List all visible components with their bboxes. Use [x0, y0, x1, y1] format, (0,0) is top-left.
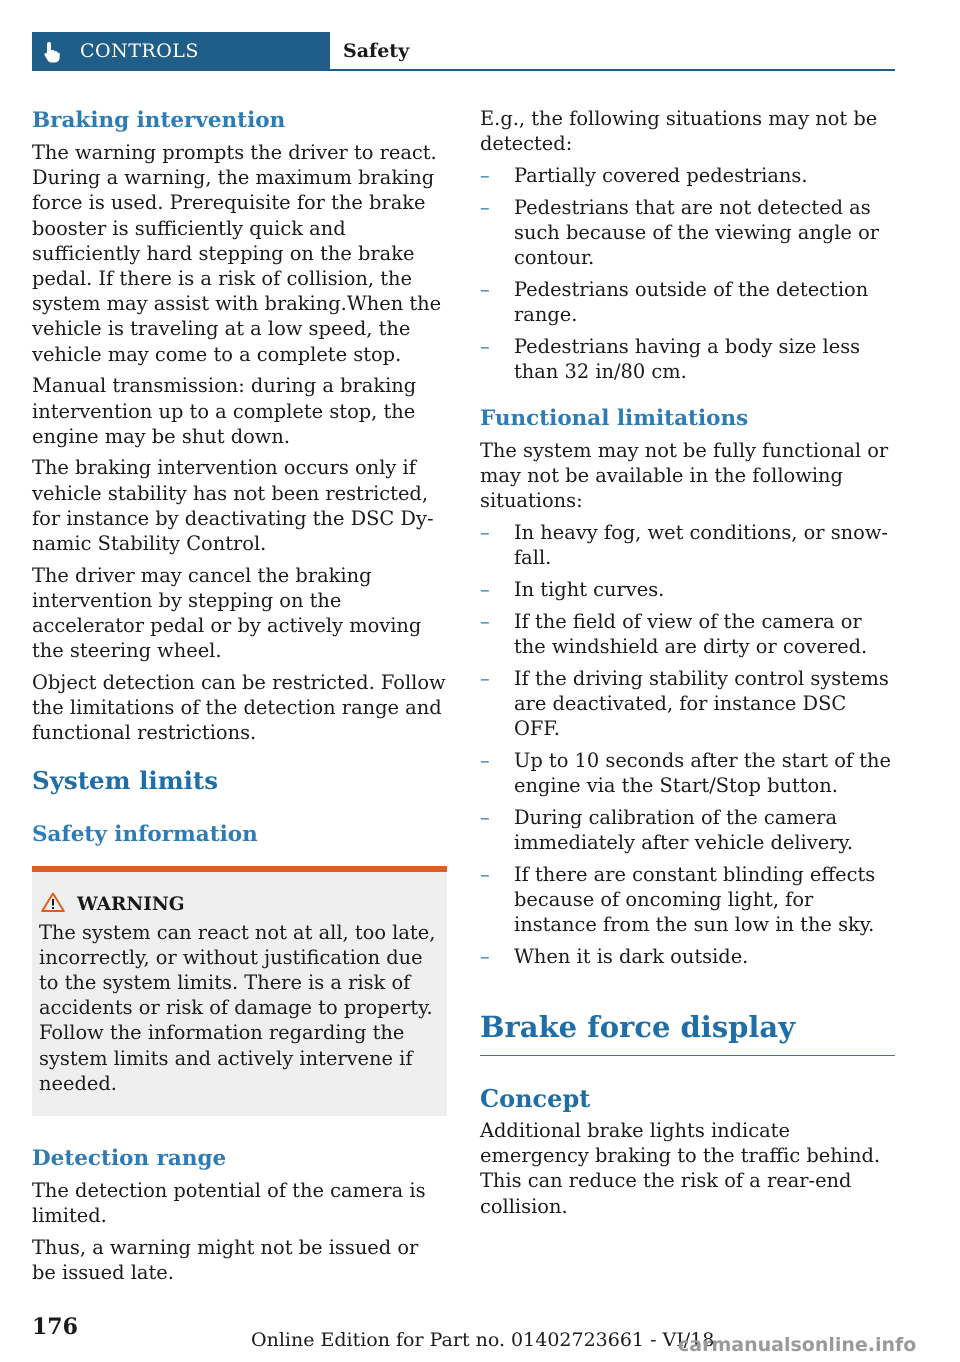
list-item-text: During calibration of the camera immediately after vehicle delivery.	[514, 805, 854, 854]
dash-bullet: –	[480, 666, 490, 690]
concept-paragraph: Additional brake lights indicate emergency braking to the traffic behind. This can reduce the risk of a rear-end collision.	[480, 1118, 881, 1218]
page-header	[32, 32, 895, 71]
right-column	[480, 106, 895, 1225]
list-item-text: Partially covered pedestrians.	[514, 163, 808, 187]
list-item-text: If the driving stability control systems are deactivated, for instance DSC OFF.	[514, 666, 889, 741]
functional-intro: The system may not be fully functional or may not be available in the following situations:	[480, 439, 889, 513]
dash-bullet: –	[480, 944, 490, 968]
dash-bullet: –	[480, 805, 490, 829]
list-item-text: If there are constant blinding effects because of oncoming light, for instance from the sun low in the sky.	[514, 862, 876, 936]
braking-paragraph-2: Manual transmission: during a braking intervention up to a complete stop, the engine may be shut down.	[32, 374, 417, 448]
braking-paragraph-3: The braking intervention occurs only if vehicle stability has not been restricted, for instance by deactivating the DSC Dynamic Stability Control.	[32, 456, 434, 556]
header-rule	[32, 69, 895, 71]
dash-bullet: –	[480, 578, 490, 602]
list-item	[480, 666, 895, 742]
brake-force-display-heading: Brake force display	[480, 1009, 796, 1044]
list-item	[480, 520, 895, 570]
list-item	[480, 195, 895, 271]
braking-paragraph-4: The driver may cancel the braking intervention by stepping on the accelerator pedal or by actively moving the steering wheel.	[32, 563, 422, 663]
functional-list	[480, 520, 895, 969]
warning-title-text: WARNING	[77, 893, 185, 915]
detection-paragraph-2: Thus, a warning might not be issued or be issued late.	[32, 1236, 419, 1285]
list-item-text: In heavy fog, wet conditions, or snowfall.	[514, 521, 888, 570]
list-item-text: In tight curves.	[514, 578, 665, 602]
list-item-text: When it is dark outside.	[514, 944, 749, 968]
watermark: carmanualsonline.info	[678, 1334, 917, 1356]
braking-paragraph-1: The warning prompts the driver to react. During a warning, the maximum braking force is used. Prerequisite for the brake booster is sufficiently quick and sufficiently hard stepping on the brake pedal. If there is a risk of collision, the system may assist with braking.When the vehicle is traveling at a low speed, the vehicle may come to a complete stop.	[32, 141, 442, 366]
list-item-text: Up to 10 seconds after the start of the engine via the Start/Stop button.	[514, 748, 892, 797]
list-item-text: Pedestrians that are not detected as such because of the viewing angle or contour.	[514, 195, 880, 270]
hand-pointer-icon	[44, 41, 60, 63]
list-item	[480, 334, 895, 384]
dash-bullet: –	[480, 195, 490, 219]
list-item	[480, 277, 895, 327]
list-item	[480, 577, 895, 602]
chapter-label: CONTROLS	[80, 40, 199, 62]
concept-heading: Concept	[480, 1083, 591, 1113]
list-item-text: If the field of view of the camera or the windshield are dirty or covered.	[514, 609, 868, 658]
left-column	[32, 106, 447, 1292]
list-item	[480, 748, 895, 798]
warning-title	[39, 892, 439, 918]
not-detected-intro: E.g., the following situations may not be detected:	[480, 107, 878, 156]
list-item	[480, 163, 895, 188]
dash-bullet: –	[480, 163, 490, 187]
not-detected-list	[480, 163, 895, 384]
list-item-text: Pedestrians outside of the detection range.	[514, 277, 869, 326]
list-item	[480, 609, 895, 659]
chapter-tab	[32, 32, 330, 71]
detection-range-heading: Detection range	[32, 1146, 227, 1172]
dash-bullet: –	[480, 748, 490, 772]
system-limits-heading: System limits	[32, 765, 219, 795]
dash-bullet: –	[480, 277, 490, 301]
list-item-text: Pedestrians having a body size less than 32 in/80 cm.	[514, 334, 861, 383]
warning-box	[32, 866, 447, 1116]
edition-footer: Online Edition for Part no. 01402723661 - VI/18	[251, 1329, 715, 1351]
dash-bullet: –	[480, 609, 490, 633]
section-title: Safety	[343, 40, 410, 62]
safety-information-heading: Safety information	[32, 821, 258, 847]
list-item	[480, 862, 895, 938]
dash-bullet: –	[480, 521, 490, 545]
dash-bullet: –	[480, 334, 490, 358]
braking-paragraph-5: Object detection can be restricted. Follow the limitations of the detection range and functional restrictions.	[32, 671, 446, 745]
dash-bullet: –	[480, 862, 490, 886]
warning-triangle-icon	[41, 892, 65, 912]
list-item	[480, 805, 895, 855]
list-item	[480, 944, 895, 969]
detection-paragraph-1: The detection potential of the camera is limited.	[32, 1179, 426, 1228]
functional-limitations-heading: Functional limitations	[480, 406, 749, 432]
warning-text: The system can react not at all, too late, incorrectly, or without justification due to the system limits. There is a risk of accidents or risk of damage to property. Follow the information regarding the system limits and actively intervene if needed.	[39, 920, 436, 1095]
page-number: 176	[32, 1314, 78, 1340]
braking-intervention-heading: Braking intervention	[32, 108, 286, 133]
heading-rule	[480, 1055, 895, 1056]
